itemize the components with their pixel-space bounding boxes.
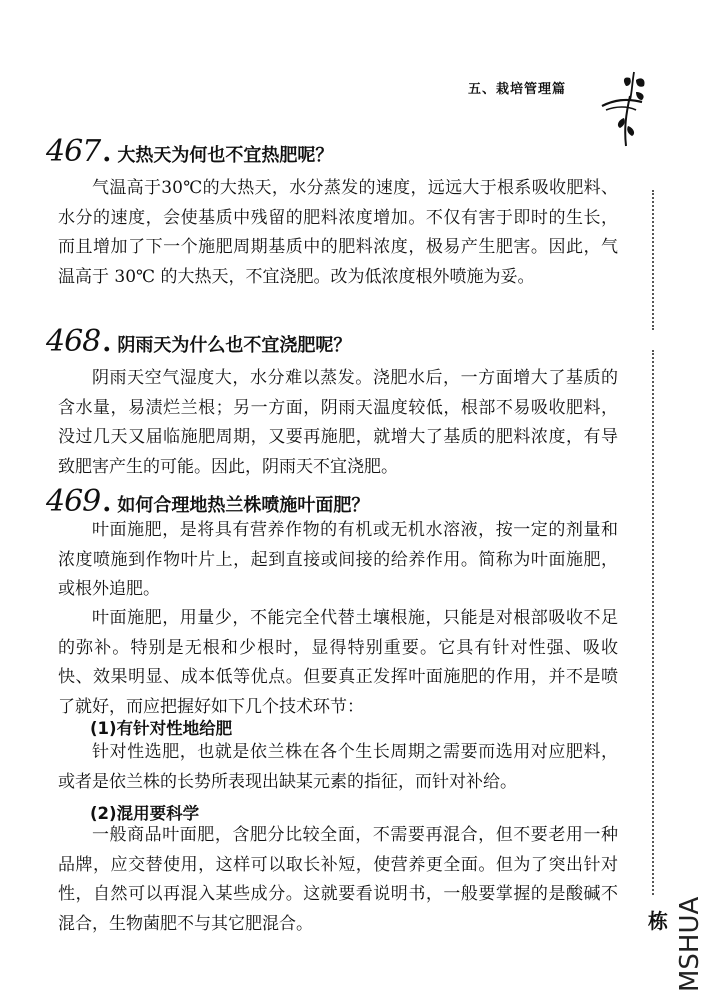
question-heading bbox=[46, 134, 333, 169]
margin-dotted-rule-top bbox=[652, 190, 654, 330]
question-heading bbox=[46, 484, 369, 519]
question-number: 467 bbox=[46, 134, 101, 169]
body-paragraph: 气温高于30℃的大热天，水分蒸发的速度，远远大于根系吸收肥料、水分的速度，会使基质中残留的肥料浓度增加。不仅有害于即时的生长，而且增加了下一个施肥周期基质中的肥料浓度，极易产生肥害。因此，气温高于 30℃ 的大热天，不宜浇肥。改为低浓度根外喷施为妥。 bbox=[58, 178, 618, 287]
body-paragraph: 一般商品叶面肥，含肥分比较全面，不需要再混合，但不要老用一种品牌，应交替使用，这样可以取长补短，使营养更全面。但为了突出针对性，自然可以再混入某些成分。这就要看说明书，一般要掌握的是酸碱不混合，生物菌肥不与其它肥混合。 bbox=[58, 825, 618, 934]
margin-dotted-rule-bottom bbox=[652, 350, 654, 895]
running-header: 五、栽培管理篇 bbox=[468, 82, 567, 97]
body-paragraph: 阴雨天空气湿度大，水分难以蒸发。浇肥水后，一方面增大了基质的含水量，易渍烂兰根；另一方面，阴雨天温度较低，根部不易吸收肥料，没过几天又届临施肥周期，又要再施肥，就增大了基质的肥料浓度，有导致肥害产生的可能。因此，阴雨天不宜浇肥。 bbox=[58, 368, 618, 477]
body-paragraph: 叶面施肥，用量少，不能完全代替土壤根施，只能是对根部吸收不足的弥补。特别是无根和少根时，显得特别重要。它具有针对性强、吸收快、效果明显、成本低等优点。但要真正发挥叶面施肥的作用，并不是喷了就好，而应把握好如下几个技术环节： bbox=[58, 608, 618, 717]
orchid-ornament-icon bbox=[596, 66, 648, 148]
question-heading bbox=[46, 324, 351, 359]
question-number: 468 bbox=[46, 324, 101, 359]
question-title: 阴雨天为什么也不宜浇肥呢？ bbox=[117, 335, 352, 356]
question-number-dot: . bbox=[102, 138, 112, 168]
svg-text:MSHUA: MSHUA bbox=[675, 896, 705, 992]
question-title: 如何合理地热兰株喷施叶面肥？ bbox=[117, 495, 370, 516]
subsection-label: (2)混用要科学 bbox=[90, 804, 200, 823]
watermark bbox=[672, 874, 706, 994]
question-title: 大热天为何也不宜热肥呢？ bbox=[117, 145, 334, 166]
question-number-dot: . bbox=[102, 328, 112, 358]
body-paragraph: 针对性选肥，也就是依兰株在各个生长周期之需要而选用对应肥料，或者是依兰株的长势所表现出缺某元素的指征，而针对补给。 bbox=[58, 742, 618, 792]
question-number-dot: . bbox=[102, 488, 112, 518]
question-number: 469 bbox=[46, 484, 101, 519]
body-paragraph: 叶面施肥，是将具有营养作物的有机或无机水溶液，按一定的剂量和浓度喷施到作物叶片上，起到直接或间接的给养作用。简称为叶面施肥，或根外追肥。 bbox=[58, 520, 618, 599]
subsection-label: (1)有针对性地给肥 bbox=[90, 719, 233, 738]
section-label: 栋 bbox=[648, 909, 668, 933]
